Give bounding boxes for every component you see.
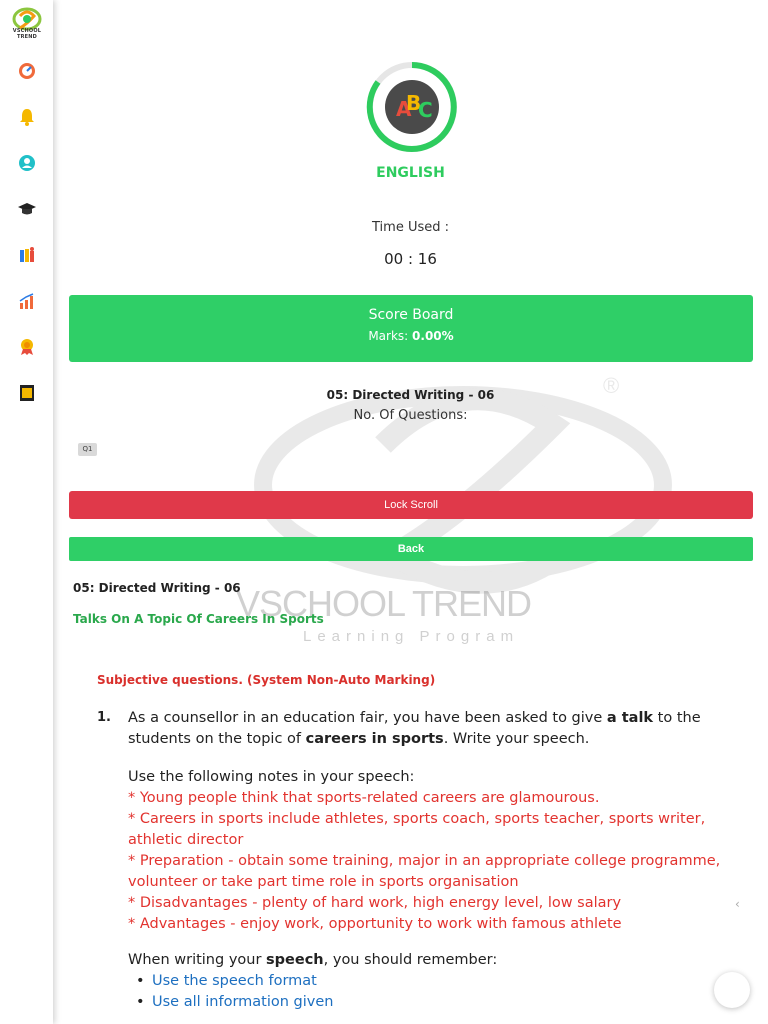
subject-name: ENGLISH [376,165,445,181]
time-used-value: 00 : 16 [384,250,437,268]
section-topic: Talks On A Topic Of Careers In Sports [73,612,324,626]
section-title: 05: Directed Writing - 06 [73,581,241,595]
subject-logo-letter-c: C [418,98,433,122]
floating-action-button[interactable] [714,972,750,1008]
remember-item: • Use all information given [134,992,728,1013]
subjective-note: Subjective questions. (System Non-Auto Marking) [97,673,436,687]
notes-intro: Use the following notes in your speech: [128,769,415,785]
back-button[interactable]: Back [69,537,753,561]
note-item: * Careers in sports include athletes, sports coach, sports teacher, sports writer, athletic director [128,811,706,848]
scoreboard [69,295,753,362]
lock-scroll-button[interactable]: Lock Scroll [69,491,753,519]
question-prompt: As a counsellor in an education fair, you have been asked to give a talk to the students on the topic of careers in sports. Write your speech. [128,710,701,747]
note-item: * Young people think that sports-related careers are glamourous. [128,790,600,806]
logo-text: VSCHOOL TREND [12,28,42,40]
dashboard-icon[interactable] [16,60,38,82]
books-icon[interactable] [16,244,38,266]
scoreboard-marks [69,329,753,343]
remember-list [134,971,728,1013]
subject-logo [366,61,458,153]
registered-mark: ® [603,373,620,398]
award-icon[interactable] [16,336,38,358]
watermark-brand: VSCHOOL TREND [236,583,532,624]
marks-label: Marks: [368,329,409,343]
main-content [53,0,768,1024]
note-item: * Advantages - enjoy work, opportunity to work with famous athlete [128,916,622,932]
test-title: 05: Directed Writing - 06 [326,388,495,402]
remember-intro: When writing your speech, you should remember: [128,952,498,968]
question-chip-q1[interactable]: Q1 [78,443,97,456]
scoreboard-title: Score Board [368,307,454,323]
marks-unit: % [441,329,454,343]
question-number: 1. [97,710,111,725]
note-item: * Disadvantages - plenty of hard work, high energy level, low salary [128,895,622,911]
time-used-label: Time Used : [372,220,449,235]
chevron-left-icon[interactable]: ‹ [735,897,740,911]
graduation-cap-icon[interactable] [16,198,38,220]
user-icon[interactable] [16,152,38,174]
bar-chart-icon[interactable] [16,290,38,312]
remember-item: • Use the speech format [134,971,728,992]
questions-count-label: No. Of Questions: [353,408,468,423]
bell-icon[interactable] [16,106,38,128]
question-body [128,708,728,1013]
note-item: * Preparation - obtain some training, major in an appropriate college programme, volunteer or take part time role in sports organisation [128,853,721,890]
subject-logo-letter-b: B [406,91,422,115]
sidebar [0,0,53,1024]
subject-logo-letter-a: A [396,97,412,121]
watermark-tagline: Learning Program [303,628,520,645]
marks-value: 0.00 [412,329,442,343]
guide-book-icon[interactable] [16,382,38,404]
